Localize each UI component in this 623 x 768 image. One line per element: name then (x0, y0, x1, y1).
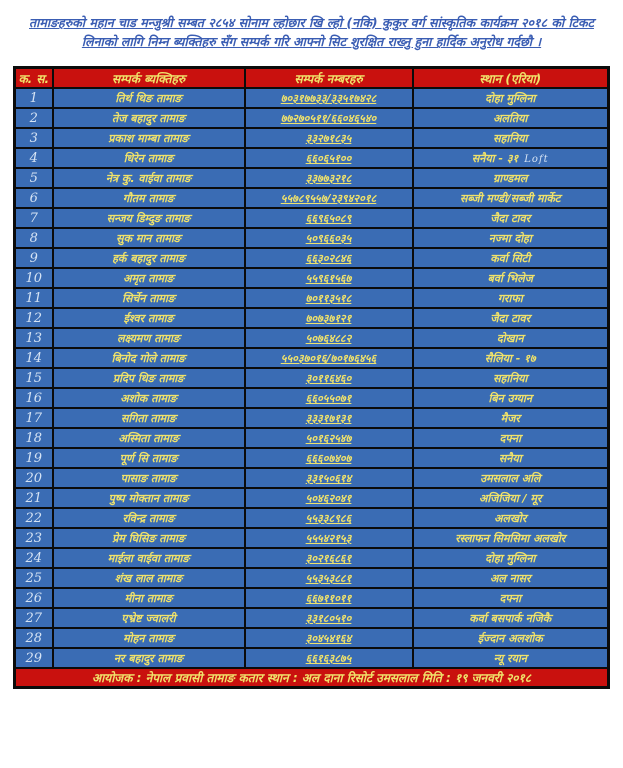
location-text: नज्मा दोहा (488, 231, 532, 245)
table-row (15, 348, 609, 368)
contact-number-cell (245, 488, 413, 508)
contact-number-text: ५०१६२५४७ (305, 431, 352, 445)
location-cell (413, 468, 609, 488)
location-text: मैजर (500, 411, 520, 425)
table-row (15, 588, 609, 608)
serial-cell: 2 (15, 108, 53, 128)
contact-name-cell: प्रदिप थिङ तामाङ (53, 368, 245, 388)
contact-number-text: ३३१५०६१४ (305, 471, 352, 485)
contact-name-cell: तेज बहादुर तामाङ (53, 108, 245, 128)
contact-name-cell: अमृत तामाङ (53, 268, 245, 288)
serial-cell: 8 (15, 228, 53, 248)
location-text: बर्वा भिलेज (487, 271, 533, 285)
location-cell (413, 208, 609, 228)
location-cell (413, 268, 609, 288)
contact-number-text: ३३२७१८३५ (305, 131, 352, 145)
location-cell (413, 168, 609, 188)
location-text: कर्वा बसपार्क नजिकै (469, 611, 552, 625)
location-cell (413, 568, 609, 588)
serial-cell: 12 (15, 308, 53, 328)
contact-number-cell (245, 188, 413, 208)
serial-cell: 19 (15, 448, 53, 468)
location-text: दोखान (496, 331, 524, 345)
serial-cell: 7 (15, 208, 53, 228)
location-cell (413, 588, 609, 608)
serial-cell: 16 (15, 388, 53, 408)
contact-number-text: ६६७११०११ (305, 591, 352, 605)
contact-name-cell: प्रकाश माम्बा तामाङ (53, 128, 245, 148)
contact-number-cell (245, 148, 413, 168)
contact-name-cell: मोहन तामाङ (53, 628, 245, 648)
serial-cell: 23 (15, 528, 53, 548)
contact-number-cell (245, 528, 413, 548)
contact-number-text: ६६६०७४०७ (305, 451, 352, 465)
contact-number-cell (245, 408, 413, 428)
location-cell (413, 608, 609, 628)
location-text: रस्लाफन सिमसिमा अलखोर (455, 531, 566, 545)
table-row (15, 128, 609, 148)
header-serial: क. स. (15, 67, 53, 88)
location-text: जैदा टावर (490, 211, 531, 225)
serial-cell: 11 (15, 288, 53, 308)
contact-number-text: ५०७६४८८२ (305, 331, 352, 345)
location-cell (413, 248, 609, 268)
contact-number-text: ३०११६४६० (305, 371, 352, 385)
contact-number-cell (245, 268, 413, 288)
location-text: दफ्ना (499, 591, 522, 605)
contact-name-cell: अशोक तामाङ (53, 388, 245, 408)
contact-number-text: ५५५४२१५३ (305, 531, 352, 545)
table-row (15, 328, 609, 348)
contact-name-cell: गौतम तामाङ (53, 188, 245, 208)
table-row (15, 508, 609, 528)
serial-cell: 21 (15, 488, 53, 508)
table-row (15, 148, 609, 168)
location-text: सैलिया - १७ (484, 351, 536, 365)
table-row (15, 208, 609, 228)
contact-number-cell (245, 568, 413, 588)
handwritten-note: Loft (524, 153, 549, 165)
location-text: ईज्दान अलशोक (477, 631, 543, 645)
contact-number-text: ६६३०२८४६ (305, 251, 352, 265)
location-text: बिन उग्यान (488, 391, 533, 405)
table-row (15, 628, 609, 648)
location-text: सहानिया (493, 371, 528, 385)
contact-number-text: ५५७८९५५७/२३९४२०१८ (280, 191, 377, 205)
table-row (15, 648, 609, 668)
location-cell (413, 628, 609, 648)
location-text: दोहा मुग्लिना (485, 91, 536, 105)
table-row (15, 568, 609, 588)
contact-number-text: ५५३५३८८१ (305, 571, 352, 585)
contact-number-cell (245, 108, 413, 128)
table-row (15, 308, 609, 328)
contact-name-cell: ईश्वर तामाङ (53, 308, 245, 328)
location-text: न्यू रयान (493, 651, 527, 665)
location-cell (413, 548, 609, 568)
contact-number-cell (245, 648, 413, 668)
contact-name-cell: लक्ष्यमण तामाङ (53, 328, 245, 348)
contact-number-cell (245, 328, 413, 348)
table-row (15, 488, 609, 508)
serial-cell: 28 (15, 628, 53, 648)
serial-cell: 9 (15, 248, 53, 268)
contact-name-cell: सिर्चेन तामाङ (53, 288, 245, 308)
table-header-row (15, 67, 609, 88)
location-text: अलतिया (493, 111, 528, 125)
location-text: अलखोर (494, 511, 527, 525)
contact-number-text: ३३१८०५१० (305, 611, 352, 625)
location-text: गराफा (497, 291, 523, 305)
contact-number-cell (245, 548, 413, 568)
contact-number-cell (245, 248, 413, 268)
table-footer-row (15, 668, 609, 688)
contact-name-cell: एभ्रेष्ट ज्वालरी (53, 608, 245, 628)
contact-number-text: ६६९६५०८९ (305, 211, 352, 225)
contact-number-cell (245, 608, 413, 628)
location-cell (413, 348, 609, 368)
contact-number-text: ६६०५५०७१ (305, 391, 352, 405)
header-name: सम्पर्क ब्यक्तिहरु (53, 67, 245, 88)
contact-number-cell (245, 468, 413, 488)
table-row (15, 168, 609, 188)
location-text: दफ्ना (499, 431, 522, 445)
location-cell (413, 488, 609, 508)
contact-name-cell: सगिता तामाङ (53, 408, 245, 428)
contact-number-cell (245, 628, 413, 648)
serial-cell: 26 (15, 588, 53, 608)
serial-cell: 25 (15, 568, 53, 588)
location-text: दोहा मुग्लिना (485, 551, 536, 565)
contact-name-cell: हर्क बहादुर तामाङ (53, 248, 245, 268)
location-text: जैदा टावर (490, 311, 531, 325)
contact-number-text: ७०७३७१२१ (305, 311, 352, 325)
serial-cell: 13 (15, 328, 53, 348)
serial-cell: 20 (15, 468, 53, 488)
location-cell (413, 428, 609, 448)
table-row (15, 608, 609, 628)
contact-number-text: ३३७७३२१८ (305, 171, 352, 185)
serial-cell: 10 (15, 268, 53, 288)
serial-cell: 24 (15, 548, 53, 568)
table-row (15, 88, 609, 108)
contact-name-cell: बिनोद गोले तामाङ (53, 348, 245, 368)
serial-cell: 18 (15, 428, 53, 448)
contact-number-text: ३०२१६८६१ (305, 551, 352, 565)
location-cell (413, 328, 609, 348)
table-row (15, 228, 609, 248)
location-cell (413, 108, 609, 128)
contact-number-cell (245, 388, 413, 408)
contact-number-text: ५५३३८९८६ (305, 511, 352, 525)
table-row (15, 528, 609, 548)
location-cell (413, 128, 609, 148)
contact-name-cell: शंख लाल तामाङ (53, 568, 245, 588)
location-cell (413, 448, 609, 468)
location-cell (413, 188, 609, 208)
contact-number-text: ७०३१७७३३/३३५१७४२८ (280, 91, 377, 105)
location-text: अजिजिया / मूर (479, 491, 542, 505)
contact-number-text: ७०११३५१८ (305, 291, 352, 305)
table-row (15, 388, 609, 408)
contact-number-cell (245, 308, 413, 328)
contact-name-cell: पासाङ तामाङ (53, 468, 245, 488)
contact-number-text: ५०९६६०३५ (305, 231, 352, 245)
contact-name-cell: अस्मिता तामाङ (53, 428, 245, 448)
contact-name-cell: धिरेन तामाङ (53, 148, 245, 168)
location-cell (413, 528, 609, 548)
table-row (15, 288, 609, 308)
contact-name-cell: माईला वाईवा तामाङ (53, 548, 245, 568)
table-row (15, 468, 609, 488)
contact-number-cell (245, 428, 413, 448)
contact-number-cell (245, 288, 413, 308)
contact-number-cell (245, 508, 413, 528)
serial-cell: 15 (15, 368, 53, 388)
contact-number-cell (245, 208, 413, 228)
contact-name-cell: पूर्ण सि तामाङ (53, 448, 245, 468)
table-row (15, 448, 609, 468)
contact-name-cell: पुष्प मोक्तान तामाङ (53, 488, 245, 508)
contact-number-text: ३३३१७१३१ (305, 411, 352, 425)
location-cell (413, 368, 609, 388)
serial-cell: 27 (15, 608, 53, 628)
contact-number-text: ६६०६५१०० (305, 151, 352, 165)
contact-number-text: ५५९६१५६७ (305, 271, 352, 285)
contact-number-cell (245, 88, 413, 108)
location-text: अल नासर (489, 571, 531, 585)
contact-name-cell: सुक मान तामाङ (53, 228, 245, 248)
serial-cell: 6 (15, 188, 53, 208)
location-cell (413, 508, 609, 528)
contact-name-cell: प्रेम घिसिङ तामाङ (53, 528, 245, 548)
table-row (15, 428, 609, 448)
location-cell (413, 88, 609, 108)
contact-number-cell (245, 348, 413, 368)
location-text: सब्जी मण्डी/सब्जी मार्केट (460, 191, 561, 205)
location-cell (413, 148, 609, 168)
contact-number-text: ३०४५४१६४ (305, 631, 352, 645)
location-cell (413, 388, 609, 408)
table-row (15, 548, 609, 568)
serial-cell: 4 (15, 148, 53, 168)
location-text: सनैया (498, 451, 522, 465)
location-cell (413, 408, 609, 428)
location-text: कर्वा सिटी (490, 251, 531, 265)
contact-number-cell (245, 588, 413, 608)
header-number: सम्पर्क नम्बरहरु (245, 67, 413, 88)
serial-cell: 17 (15, 408, 53, 428)
location-text: ग्राण्डमल (493, 171, 528, 185)
location-cell (413, 648, 609, 668)
header-location: स्थान (एरिया) (413, 67, 609, 88)
contact-number-cell (245, 448, 413, 468)
contact-number-cell (245, 228, 413, 248)
contact-number-cell (245, 368, 413, 388)
contact-table (13, 66, 610, 690)
serial-cell: 29 (15, 648, 53, 668)
contact-name-cell: तिर्थ थिङ तामाङ (53, 88, 245, 108)
table-row (15, 108, 609, 128)
serial-cell: 14 (15, 348, 53, 368)
location-text: उमसलाल अलि (480, 471, 541, 485)
contact-name-cell: मीना तामाङ (53, 588, 245, 608)
contact-number-cell (245, 168, 413, 188)
contact-name-cell: रविन्द्र तामाङ (53, 508, 245, 528)
location-cell (413, 288, 609, 308)
serial-cell: 22 (15, 508, 53, 528)
location-cell (413, 228, 609, 248)
contact-number-text: ५५०३७०१६/७०१७६४५६ (280, 351, 377, 365)
location-cell (413, 308, 609, 328)
table-row (15, 188, 609, 208)
serial-cell: 5 (15, 168, 53, 188)
contact-number-text: ५०४६२०४१ (305, 491, 352, 505)
contact-name-cell: नर बहादुर तामाङ (53, 648, 245, 668)
location-text: सनैया - ३१ (471, 151, 519, 165)
table-row (15, 248, 609, 268)
serial-cell: 1 (15, 88, 53, 108)
serial-cell: 3 (15, 128, 53, 148)
table-row (15, 268, 609, 288)
table-row (15, 408, 609, 428)
notice-text: तामाङहरुको महान चाड मन्जुश्री सम्बत २८५४ सोनाम ल्होछार खि ल्हो (नकि) कुकुर वर्ग सांस्कृतिक कार्यक्रम २०१८ को टिकट लिनाको लागि निम्न ब्यक्तिहरु सँग सम्पर्क गरि आफ्नो सिट शुरक्षित राख्नु हुना हार्दिक अनुरोध गर्दछौ । (29, 15, 594, 50)
contact-number-cell (245, 128, 413, 148)
contact-number-text: ६६१६३८७५ (305, 651, 352, 665)
organizer-footer: आयोजक : नेपाल प्रवासी तामाङ कतार स्थान : अल दाना रिसोर्ट उमसलाल मिति : १९ जनवरी २०१८ (15, 668, 609, 688)
contact-name-cell: सन्जय डिम्दुङ तामाङ (53, 208, 245, 228)
contact-name-cell: नेत्र कु. वाईवा तामाङ (53, 168, 245, 188)
table-row (15, 368, 609, 388)
location-text: सहानिया (493, 131, 528, 145)
contact-number-text: ७७२७०५११/६६०४६५४० (280, 111, 377, 125)
